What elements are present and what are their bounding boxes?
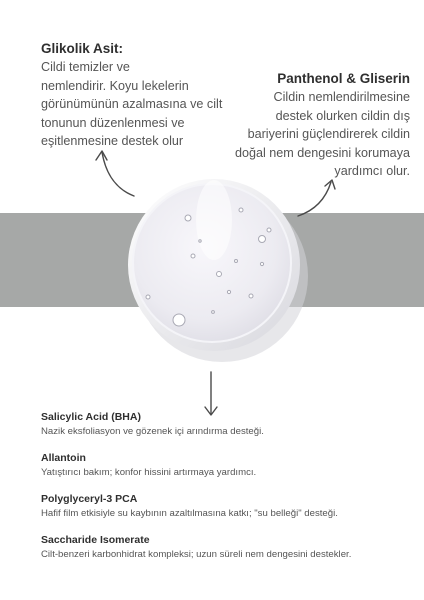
gel-highlight xyxy=(196,180,232,260)
callout-line: tonunun düzenlenmesi ve xyxy=(41,115,185,130)
ingredient-name: Allantoin xyxy=(41,452,86,464)
ingredient-desc: Yatıştırıcı bakım; konfor hissini artırmaya yardımcı. xyxy=(41,467,257,478)
ingredient-item xyxy=(41,410,411,439)
ingredient-desc: Hafif film etkisiyle su kaybının azaltılmasına katkı; "su belleği" desteği. xyxy=(41,508,338,519)
callout-line: görünümünün azalmasına ve cilt xyxy=(41,97,223,112)
ingredient-item xyxy=(41,451,411,480)
callout-title: Panthenol & Gliserin xyxy=(277,71,410,86)
ingredient-list xyxy=(41,410,411,574)
callout-title: Glikolik Asit: xyxy=(41,41,124,56)
arrow-down-icon xyxy=(205,372,217,415)
ingredient-item xyxy=(41,492,411,521)
callout-body xyxy=(180,88,410,181)
callout-line: yardımcı olur. xyxy=(334,164,410,179)
callout-line: eşitlenmesine destek olur xyxy=(41,134,184,149)
arrow-up-left-icon xyxy=(96,151,134,196)
arrow-up-right-icon xyxy=(298,180,335,216)
ingredient-name: Salicylic Acid (BHA) xyxy=(41,411,141,423)
ingredient-item xyxy=(41,533,411,562)
callout-line: doğal nem dengesini korumaya xyxy=(234,145,410,160)
callout-line: nemlendirir. Koyu lekelerin xyxy=(41,78,189,93)
callout-line: bariyerini güçlendirerek cildin xyxy=(247,127,410,142)
callout-line: Cildi temizler ve xyxy=(41,60,130,74)
callout-line: destek olurken cildin dış xyxy=(275,108,410,123)
ingredient-desc: Nazik eksfoliasyon ve gözenek içi arındırma desteği. xyxy=(41,426,264,437)
ingredient-name: Saccharide Isomerate xyxy=(41,534,150,546)
callout-line: Cildin nemlendirilmesine xyxy=(273,90,410,104)
ingredient-name: Polyglyceryl-3 PCA xyxy=(41,493,138,505)
panthenol-glycerin-callout xyxy=(180,70,410,181)
ingredient-desc: Cilt-benzeri karbonhidrat kompleksi; uzun süreli nem dengesini destekler. xyxy=(41,549,352,560)
